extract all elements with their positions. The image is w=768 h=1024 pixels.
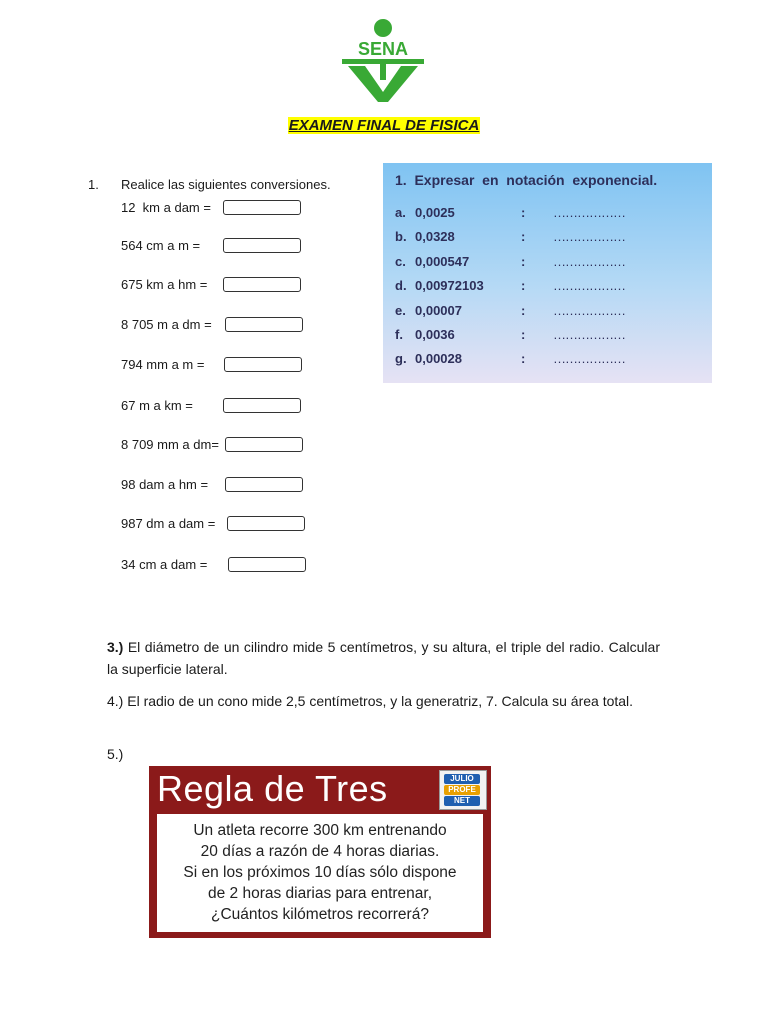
item-value: 0,00007	[415, 303, 462, 318]
item-value: 0,0036	[415, 327, 455, 342]
problem-line: ¿Cuántos kilómetros recorrerá?	[211, 906, 429, 923]
item-letter: b.	[395, 229, 407, 244]
answer-field[interactable]	[223, 277, 301, 292]
answer-blank: ………………	[553, 229, 625, 244]
answer-blank: ………………	[553, 254, 625, 269]
rule-of-three-title: Regla de Tres	[157, 768, 388, 809]
item-value: 0,0328	[415, 229, 455, 244]
answer-field[interactable]	[227, 516, 305, 531]
conversion-label: 794 mm a m =	[121, 357, 205, 372]
item-colon: :	[521, 205, 526, 220]
item-letter: g.	[395, 351, 407, 366]
problem-line: 20 días a razón de 4 horas diarias.	[200, 843, 440, 860]
answer-field[interactable]	[223, 398, 301, 413]
question-3	[107, 636, 660, 680]
rule-of-three-image	[149, 766, 491, 938]
question-1-prompt: Realice las siguientes conversiones.	[121, 177, 331, 192]
logo-line: NET	[444, 796, 480, 806]
item-value: 0,00028	[415, 351, 462, 366]
conversion-label: 564 cm a m =	[121, 238, 201, 253]
question-3-number: 3.)	[107, 639, 124, 655]
exponential-notation-panel	[383, 163, 712, 383]
conversion-label: 8 709 mm a dm=	[121, 437, 219, 452]
julioprofe-logo	[439, 770, 487, 810]
problem-line: de 2 horas diarias para entrenar,	[207, 885, 433, 902]
item-letter: a.	[395, 205, 406, 220]
conversion-label: 987 dm a dam =	[121, 516, 216, 531]
item-value: 0,00972103	[415, 278, 484, 293]
item-value: 0,0025	[415, 205, 455, 220]
logo-line: PROFE	[444, 785, 480, 795]
answer-blank: ………………	[553, 327, 625, 342]
item-colon: :	[521, 303, 526, 318]
question-4: 4.) El radio de un cono mide 2,5 centímetros, y la generatriz, 7. Calcula su área total.	[107, 693, 634, 709]
answer-field[interactable]	[225, 477, 303, 492]
conversion-label: 12 km a dam =	[121, 200, 211, 215]
item-value: 0,000547	[415, 254, 470, 269]
item-letter: c.	[395, 254, 406, 269]
conversion-label: 67 m a km =	[121, 398, 193, 413]
sena-logo	[336, 18, 430, 102]
problem-statement	[157, 814, 483, 932]
answer-field[interactable]	[228, 557, 306, 572]
problem-line: Un atleta recorre 300 km entrenando	[193, 822, 447, 839]
svg-text:SENA: SENA	[357, 39, 409, 59]
question-3-text: El diámetro de un cilindro mide 5 centímetros, y su altura, el triple del radio. Calcular la superficie lateral.	[107, 639, 660, 677]
logo-line: JULIO	[444, 774, 480, 784]
answer-blank: ………………	[553, 205, 625, 220]
question-1-number: 1.	[88, 177, 99, 192]
answer-field[interactable]	[223, 200, 301, 215]
item-letter: e.	[395, 303, 406, 318]
item-colon: :	[521, 278, 526, 293]
answer-field[interactable]	[224, 357, 302, 372]
item-letter: f.	[395, 327, 403, 342]
conversion-label: 8 705 m a dm =	[121, 317, 212, 332]
answer-field[interactable]	[225, 437, 303, 452]
conversion-label: 98 dam a hm =	[121, 477, 209, 492]
answer-blank: ………………	[553, 278, 625, 293]
answer-blank: ………………	[553, 351, 625, 366]
answer-field[interactable]	[225, 317, 303, 332]
exam-title: EXAMEN FINAL DE FISICA	[288, 117, 480, 134]
item-colon: :	[521, 327, 526, 342]
exponential-title: 1. Expresar en notación exponencial.	[395, 172, 658, 188]
item-colon: :	[521, 254, 526, 269]
item-colon: :	[521, 351, 526, 366]
problem-line: Si en los próximos 10 días sólo dispone	[183, 864, 457, 881]
conversion-label: 675 km a hm =	[121, 277, 208, 292]
item-letter: d.	[395, 278, 407, 293]
conversion-label: 34 cm a dam =	[121, 557, 208, 572]
answer-field[interactable]	[223, 238, 301, 253]
answer-blank: ………………	[553, 303, 625, 318]
question-5-number: 5.)	[107, 746, 124, 762]
item-colon: :	[521, 229, 526, 244]
